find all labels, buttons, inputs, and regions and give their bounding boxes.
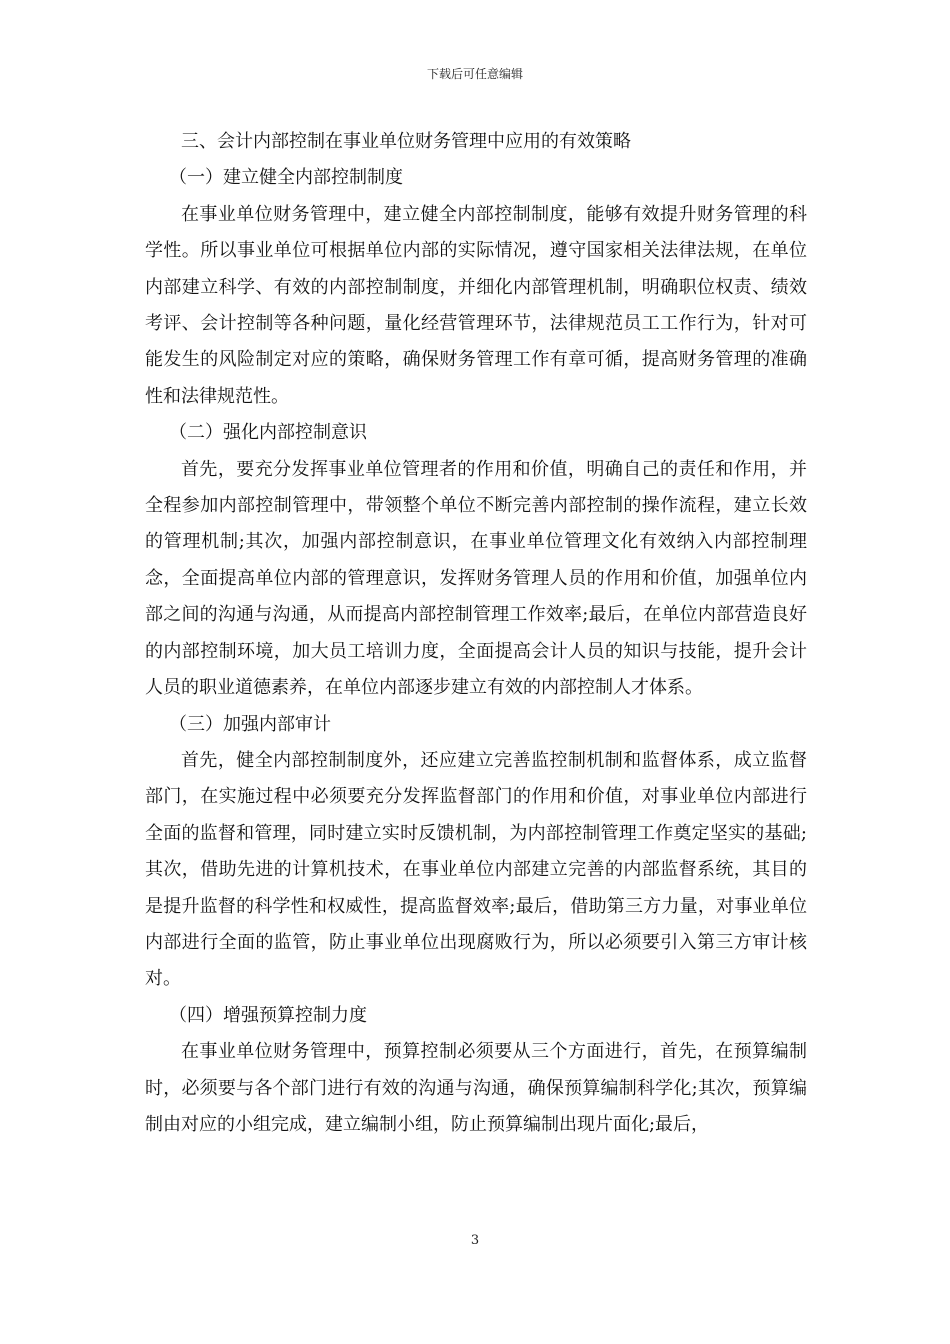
paragraph-3: 首先，健全内部控制制度外，还应建立完善监控制机制和监督体系，成立监督部门，在实施过程中必须要充分发挥监督部门的作用和价值，对事业单位内部进行全面的监督和管理，同时建立实时反馈机制，为内部控制管理工作奠定坚实的基础;其次，借助先进的计算机技术，在事业单位内部建立完善的内部监督系统，其目的是提升监督的科学性和权威性，提高监督效率;最后，借助第三方力量，对事业单位内部进行全面的监管，防止事业单位出现腐败行为，所以必须要引入第三方审计核对。	[145, 749, 807, 990]
subsection-heading-2: （二）强化内部控制意识	[169, 422, 367, 444]
page-number: 3	[470, 1233, 480, 1248]
subsection-heading-1: （一）建立健全内部控制制度	[169, 167, 403, 189]
paragraph-2: 首先，要充分发挥事业单位管理者的作用和价值，明确自己的责任和作用，并全程参加内部控制管理中，带领整个单位不断完善内部控制的操作流程，建立长效的管理机制;其次，加强内部控制意识，在事业单位管理文化有效纳入内部控制理念，全面提高单位内部的管理意识，发挥财务管理人员的作用和价值，加强单位内部之间的沟通与沟通，从而提高内部控制管理工作效率;最后，在单位内部营造良好的内部控制环境，加大员工培训力度，全面提高会计人员的知识与技能，提升会计人员的职业道德素养，在单位内部逐步建立有效的内部控制人才体系。	[145, 458, 807, 699]
paragraph-4: 在事业单位财务管理中，预算控制必须要从三个方面进行，首先，在预算编制时，必须要与各个部门进行有效的沟通与沟通，确保预算编制科学化;其次，预算编制由对应的小组完成，建立编制小组，防止预算编制出现片面化;最后，	[145, 1041, 807, 1135]
section-title: 三、会计内部控制在事业单位财务管理中应用的有效策略	[181, 131, 631, 152]
paragraph-1: 在事业单位财务管理中，建立健全内部控制制度，能够有效提升财务管理的科学性。所以事业单位可根据单位内部的实际情况，遵守国家相关法律法规，在单位内部建立科学、有效的内部控制制度，并细化内部管理机制，明确职位权责、绩效考评、会计控制等各种问题，量化经营管理环节，法律规范员工工作行为，针对可能发生的风险制定对应的策略，确保财务管理工作有章可循，提高财务管理的准确性和法律规范性。	[145, 203, 807, 407]
page-header: 下载后可任意编辑	[426, 67, 523, 81]
subsection-heading-4: （四）增强预算控制力度	[169, 1004, 367, 1026]
document-body	[145, 124, 807, 1143]
subsection-heading-3: （三）加强内部审计	[169, 713, 331, 735]
